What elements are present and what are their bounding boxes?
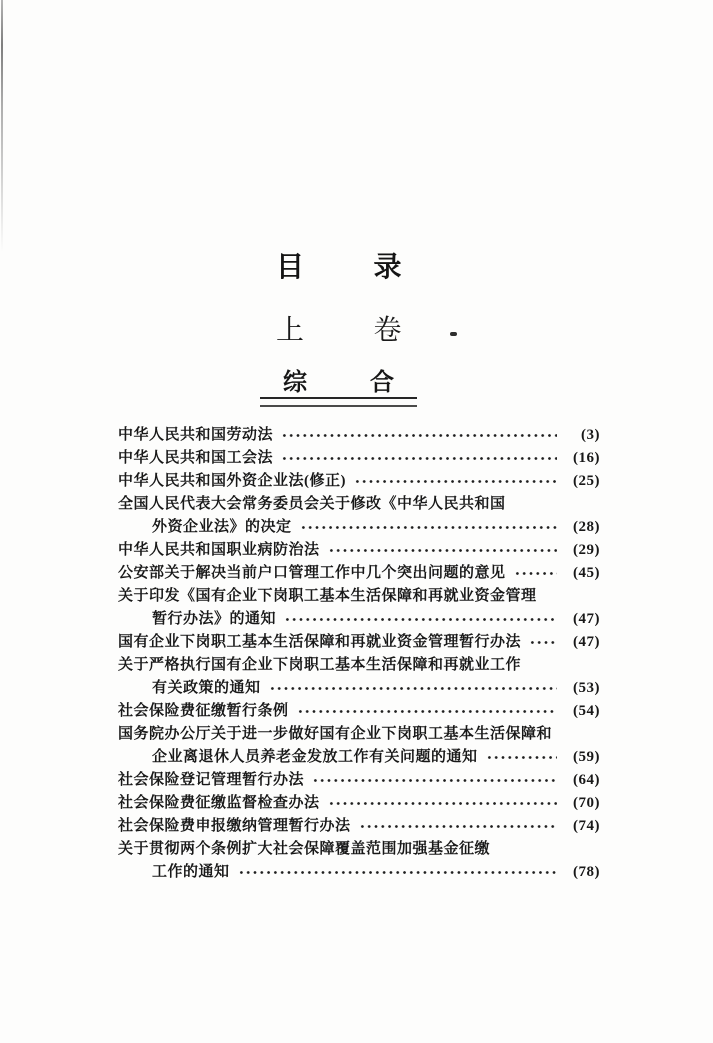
dot-leader — [300, 516, 557, 539]
toc-entry-page: (29) — [573, 542, 600, 558]
toc-entry-title: 公安部关于解决当前户口管理工作中几个突出问题的意见 — [118, 565, 506, 581]
toc-entry-row — [118, 447, 600, 470]
toc-entry-title: 中华人民共和国工会法 — [118, 450, 274, 466]
toc-entry-page: (74) — [573, 818, 600, 834]
toc-entry-row — [118, 769, 600, 792]
toc-entry-row — [118, 539, 600, 562]
toc-entry-title: 外资企业法》的决定 — [152, 519, 292, 535]
toc-entry-row — [118, 746, 600, 769]
dot-leader — [514, 562, 557, 585]
toc-entry-page: (64) — [573, 772, 600, 788]
section-underline — [260, 397, 417, 407]
toc-entry-title: 工作的通知 — [152, 864, 230, 880]
toc-entry-row — [118, 516, 600, 539]
toc-entry-row — [118, 677, 600, 700]
toc-list — [118, 424, 600, 884]
toc-entry-page: (54) — [573, 703, 600, 719]
toc-entry-row — [118, 493, 600, 516]
toc-entry-title: 关于严格执行国有企业下岗职工基本生活保障和再就业工作 — [118, 657, 522, 673]
toc-entry-row — [118, 631, 600, 654]
section-title: 综 合 — [283, 368, 399, 396]
toc-entry-row — [118, 723, 600, 746]
toc-entry-row — [118, 861, 600, 884]
toc-entry-title: 有关政策的通知 — [152, 680, 261, 696]
page-title: 目 录 — [276, 250, 407, 283]
toc-entry-title: 社会保险费征缴暂行条例 — [118, 703, 289, 719]
dot-leader — [297, 700, 557, 723]
toc-entry-row — [118, 700, 600, 723]
dot-leader — [238, 861, 557, 884]
toc-entry-title: 暂行办法》的通知 — [152, 611, 277, 627]
toc-entry-title: 中华人民共和国劳动法 — [118, 427, 274, 443]
dot-leader — [354, 470, 557, 493]
toc-entry-page: (16) — [573, 450, 600, 466]
toc-entry-page: (3) — [581, 427, 600, 443]
toc-entry-title: 国务院办公厅关于进一步做好国有企业下岗职工基本生活保障和 — [118, 726, 553, 742]
toc-entry-row — [118, 815, 600, 838]
toc-entry-title: 社会保险登记管理暂行办法 — [118, 772, 305, 788]
toc-entry-title: 企业离退休人员养老金发放工作有关问题的通知 — [152, 749, 478, 765]
toc-entry-row — [118, 654, 600, 677]
toc-entry-row — [118, 838, 600, 861]
toc-entry-page: (47) — [573, 634, 600, 650]
dot-leader — [328, 792, 557, 815]
dot-leader — [281, 424, 557, 447]
toc-entry-page: (25) — [573, 473, 600, 489]
toc-entry-row — [118, 792, 600, 815]
toc-entry-title: 全国人民代表大会常务委员会关于修改《中华人民共和国 — [118, 496, 506, 512]
toc-entry-title: 关于印发《国有企业下岗职工基本生活保障和再就业资金管理 — [118, 588, 537, 604]
section-heading-comprehensive — [260, 369, 417, 407]
toc-entry-row — [118, 470, 600, 493]
dot-leader — [529, 631, 557, 654]
toc-entry-title: 中华人民共和国职业病防治法 — [118, 542, 320, 558]
toc-entry-title: 中华人民共和国外资企业法(修正) — [118, 473, 346, 489]
toc-entry-page: (59) — [573, 749, 600, 765]
toc-entry-row — [118, 424, 600, 447]
scan-edge-artifact — [1, 0, 3, 252]
toc-entry-row — [118, 585, 600, 608]
toc-entry-page: (78) — [573, 864, 600, 880]
dot-leader — [312, 769, 557, 792]
toc-entry-page: (53) — [573, 680, 600, 696]
dot-leader — [486, 746, 557, 769]
ink-dot-mark — [450, 332, 457, 336]
dot-leader — [281, 447, 557, 470]
toc-entry-row — [118, 562, 600, 585]
toc-entry-title: 关于贯彻两个条例扩大社会保障覆盖范围加强基金征缴 — [118, 841, 491, 857]
toc-entry-title: 国有企业下岗职工基本生活保障和再就业资金管理暂行办法 — [118, 634, 522, 650]
toc-entry-page: (70) — [573, 795, 600, 811]
toc-entry-title: 社会保险费申报缴纳管理暂行办法 — [118, 818, 351, 834]
toc-entry-page: (47) — [573, 611, 600, 627]
toc-entry-page: (28) — [573, 519, 600, 535]
dot-leader — [359, 815, 557, 838]
toc-entry-row — [118, 608, 600, 631]
dot-leader — [269, 677, 557, 700]
volume-title: 上 卷 — [276, 315, 407, 346]
toc-entry-title: 社会保险费征缴监督检查办法 — [118, 795, 320, 811]
toc-entry-page: (45) — [573, 565, 600, 581]
dot-leader — [284, 608, 557, 631]
dot-leader — [328, 539, 557, 562]
